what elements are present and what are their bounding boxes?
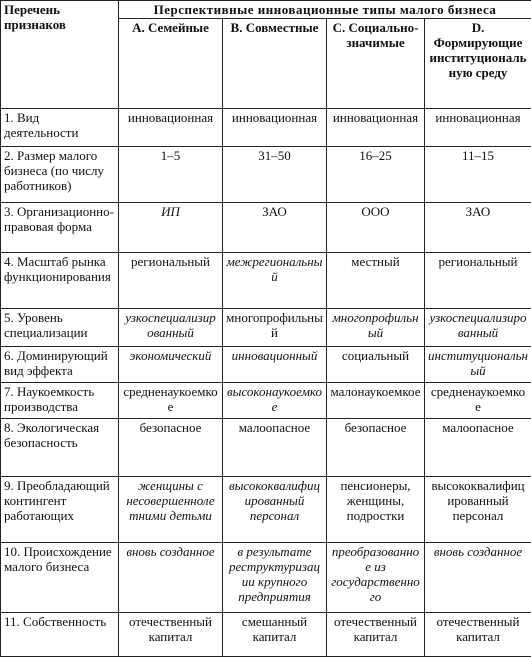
value-cell: региональный [425, 253, 531, 309]
value-cell: отечественный капитал [425, 613, 531, 657]
table-row [1, 613, 531, 657]
value-cell: межрегиональный [223, 253, 327, 309]
value-cell: многопрофильный [327, 309, 425, 347]
value-cell: высококвалифицированный персонал [223, 477, 327, 543]
value-cell: безопасное [327, 419, 425, 477]
feature-cell: 11. Собственность [1, 613, 119, 657]
value-cell: высоконаукоемкое [223, 383, 327, 419]
table-row [1, 109, 531, 147]
feature-cell: 5. Уровень специализации [1, 309, 119, 347]
value-cell: инновационная [223, 109, 327, 147]
value-cell: малоопасное [223, 419, 327, 477]
value-cell: 11–15 [425, 147, 531, 203]
type-header-c: C. Социально-значимые [327, 19, 425, 109]
table-row [1, 147, 531, 203]
table-row [1, 419, 531, 477]
value-cell: пенсионеры, женщины, подростки [327, 477, 425, 543]
value-cell: отечественный капитал [327, 613, 425, 657]
value-cell: ООО [327, 203, 425, 253]
feature-cell: 9. Преобладающий контингент работающих [1, 477, 119, 543]
value-cell: преобразованное из государственного [327, 543, 425, 613]
value-cell: малоопасное [425, 419, 531, 477]
value-cell: институциональный [425, 347, 531, 383]
table-row [1, 309, 531, 347]
value-cell: ЗАО [223, 203, 327, 253]
value-cell: высококвалифицированный персонал [425, 477, 531, 543]
feature-cell: 8. Экологическая безопасность [1, 419, 119, 477]
group-title-header: Перспективные инновационные типы малого бизнеса [119, 1, 531, 19]
feature-cell: 3. Организационно-правовая форма [1, 203, 119, 253]
value-cell: экономический [119, 347, 223, 383]
value-cell: ИП [119, 203, 223, 253]
value-cell: ЗАО [425, 203, 531, 253]
value-cell: отечественный капитал [119, 613, 223, 657]
value-cell: безопасное [119, 419, 223, 477]
value-cell: средненаукоемкое [425, 383, 531, 419]
value-cell: инновационная [327, 109, 425, 147]
value-cell: местный [327, 253, 425, 309]
table-row [1, 543, 531, 613]
value-cell: в результате реструктуризации крупного предприятия [223, 543, 327, 613]
feature-cell: 4. Масштаб рынка функционирования [1, 253, 119, 309]
value-cell: вновь созданное [119, 543, 223, 613]
table-row [1, 383, 531, 419]
value-cell: инновационная [425, 109, 531, 147]
value-cell: 1–5 [119, 147, 223, 203]
value-cell: 16–25 [327, 147, 425, 203]
value-cell: женщины с несовершеннолетними детьми [119, 477, 223, 543]
feature-cell: 6. Доминирующий вид эффекта [1, 347, 119, 383]
type-header-d: D. Формирующие институциональную среду [425, 19, 531, 109]
value-cell: региональный [119, 253, 223, 309]
value-cell: узкоспециализированный [425, 309, 531, 347]
feature-cell: 2. Размер малого бизнеса (по числу работников) [1, 147, 119, 203]
value-cell: узкоспециализированный [119, 309, 223, 347]
table-body [1, 109, 531, 657]
table-row [1, 203, 531, 253]
type-header-b: B. Совместные [223, 19, 327, 109]
feature-cell: 1. Вид деятельности [1, 109, 119, 147]
feature-cell: 10. Происхождение малого бизнеса [1, 543, 119, 613]
value-cell: социальный [327, 347, 425, 383]
table-row [1, 477, 531, 543]
value-cell: инновационная [119, 109, 223, 147]
header-row-top [1, 1, 531, 19]
value-cell: средненаукоемкое [119, 383, 223, 419]
table-header [1, 1, 531, 109]
value-cell: инновационный [223, 347, 327, 383]
value-cell: вновь созданное [425, 543, 531, 613]
table-row [1, 347, 531, 383]
value-cell: 31–50 [223, 147, 327, 203]
value-cell: малонаукоемкое [327, 383, 425, 419]
value-cell: многопрофильный [223, 309, 327, 347]
feature-cell: 7. Наукоемкость производства [1, 383, 119, 419]
table-row [1, 253, 531, 309]
feature-column-header: Перечень признаков [1, 1, 119, 109]
value-cell: смешанный капитал [223, 613, 327, 657]
type-header-a: A. Семейные [119, 19, 223, 109]
